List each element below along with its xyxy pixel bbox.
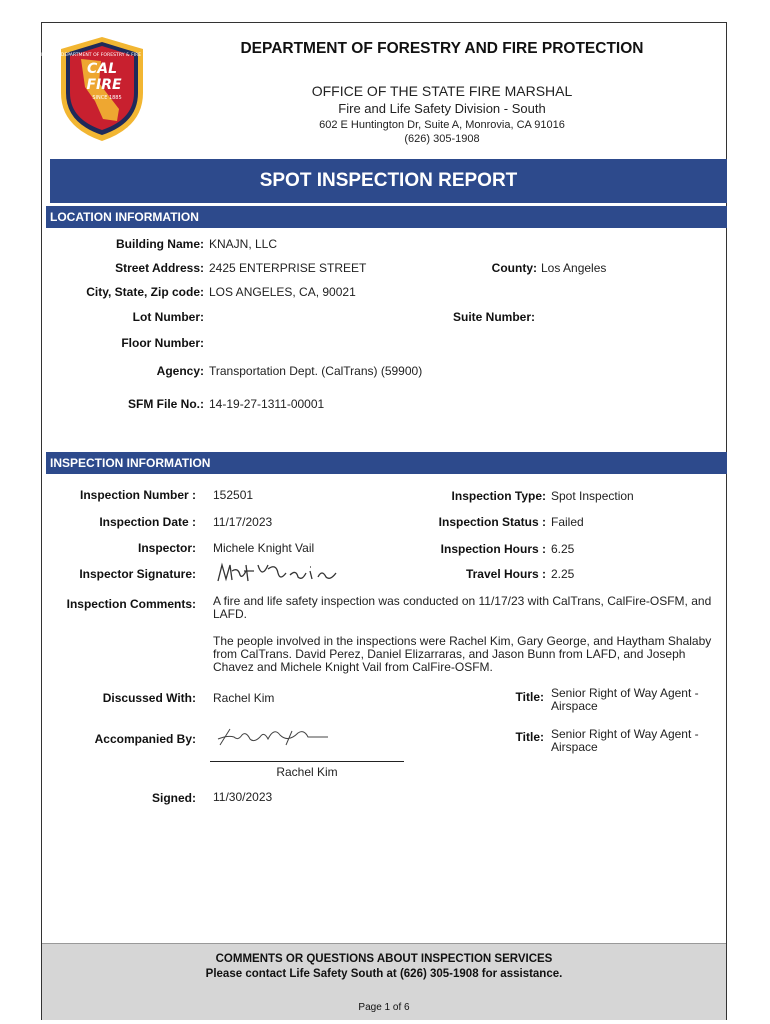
lot-number-label: Lot Number: (132, 310, 204, 324)
signed-date: 11/30/2023 (213, 790, 273, 804)
inspection-type-label: Inspection Type: (451, 489, 546, 503)
inspection-date-value: 11/17/2023 (213, 515, 273, 529)
page-number: Page 1 of 6 (358, 1002, 410, 1013)
division-name: Fire and Life Safety Division - South (338, 101, 546, 116)
inspection-comment-2: The people involved in the inspections were Rachel Kim, Gary George, and Haytham Shalaby from CalTrans. David Perez, Daniel Elizarraras, and Jason Bunn from LAFD, and Joseph Chavez and Michele Knight Vail from CalFire-OSFM. (213, 634, 712, 674)
sfm-file-value: 14-19-27-1311-00001 (209, 397, 325, 411)
discussed-title-label: Title: (515, 690, 544, 704)
inspection-status-value: Failed (551, 515, 584, 529)
inspector-value: Michele Knight Vail (213, 541, 315, 555)
accompanied-title-value: Senior Right of Way Agent - Airspace (551, 727, 699, 754)
inspection-date-label: Inspection Date : (99, 515, 196, 529)
inspection-number-label: Inspection Number : (79, 488, 196, 502)
svg-text:FIRE: FIRE (86, 77, 122, 93)
accompanied-by-label: Accompanied By: (94, 732, 196, 746)
county-label: County: (491, 261, 537, 275)
street-address-value: 2425 ENTERPRISE STREET (209, 261, 367, 275)
inspector-signature-image (210, 559, 360, 587)
suite-number-label: Suite Number: (452, 310, 535, 324)
signature-line (210, 761, 404, 762)
city-label: City, State, Zip code: (86, 285, 204, 299)
agency-label: Agency: (156, 364, 204, 378)
street-address-label: Street Address: (115, 261, 204, 275)
inspector-signature-label: Inspector Signature: (79, 567, 196, 581)
inspection-section-header: INSPECTION INFORMATION (46, 452, 727, 474)
svg-text:CALIFORNIA DEPARTMENT OF FORES: CALIFORNIA DEPARTMENT OF FORESTRY & FIRE PROTECTION (31, 53, 173, 58)
sfm-file-label: SFM File No.: (128, 397, 204, 411)
page-footer (42, 943, 726, 1020)
inspection-status-label: Inspection Status : (438, 515, 546, 529)
footer-contact: Please contact Life Safety South at (626) 305-1908 for assistance. (205, 968, 563, 980)
discussed-with-value: Rachel Kim (213, 691, 275, 705)
inspection-type-value: Spot Inspection (551, 489, 634, 503)
location-section-header: LOCATION INFORMATION (46, 206, 727, 228)
floor-number-label: Floor Number: (121, 336, 204, 350)
office-phone: (626) 305-1908 (404, 133, 480, 145)
office-address: 602 E Huntington Dr, Suite A, Monrovia, CA 91016 (319, 119, 565, 131)
svg-text:CAL: CAL (86, 61, 118, 77)
accompanied-name: Rachel Kim (276, 765, 338, 779)
discussed-title-value: Senior Right of Way Agent - Airspace (551, 686, 699, 713)
city-value: LOS ANGELES, CA, 90021 (209, 285, 356, 299)
inspection-comments-label: Inspection Comments: (66, 597, 196, 611)
svg-text:SINCE 1885: SINCE 1885 (92, 95, 122, 101)
inspector-label: Inspector: (137, 541, 196, 555)
report-page (31, 22, 727, 1020)
travel-hours-label: Travel Hours : (465, 567, 546, 581)
accompanied-title-label: Title: (515, 730, 544, 744)
office-name: OFFICE OF THE STATE FIRE MARSHAL (311, 83, 573, 99)
agency-value: Transportation Dept. (CalTrans) (59900) (209, 364, 423, 378)
inspection-hours-label: Inspection Hours : (440, 542, 546, 556)
inspection-hours-value: 6.25 (551, 542, 575, 556)
travel-hours-value: 2.25 (551, 567, 575, 581)
cal-fire-logo (31, 35, 173, 143)
department-title: DEPARTMENT OF FORESTRY AND FIRE PROTECTION (240, 40, 644, 57)
footer-heading: COMMENTS OR QUESTIONS ABOUT INSPECTION SERVICES (215, 953, 553, 965)
report-title-banner: SPOT INSPECTION REPORT (50, 159, 727, 203)
inspection-comment-1: A fire and life safety inspection was conducted on 11/17/23 with CalTrans, CalFire-OSFM, and LAFD. (213, 594, 712, 621)
building-name-label: Building Name: (115, 237, 204, 251)
county-value: Los Angeles (541, 261, 607, 275)
discussed-with-label: Discussed With: (102, 691, 196, 705)
signed-label: Signed: (152, 791, 196, 805)
building-name-value: KNAJN, LLC (209, 237, 278, 251)
inspection-number-value: 152501 (213, 488, 254, 502)
accompanied-signature-image (208, 721, 358, 751)
